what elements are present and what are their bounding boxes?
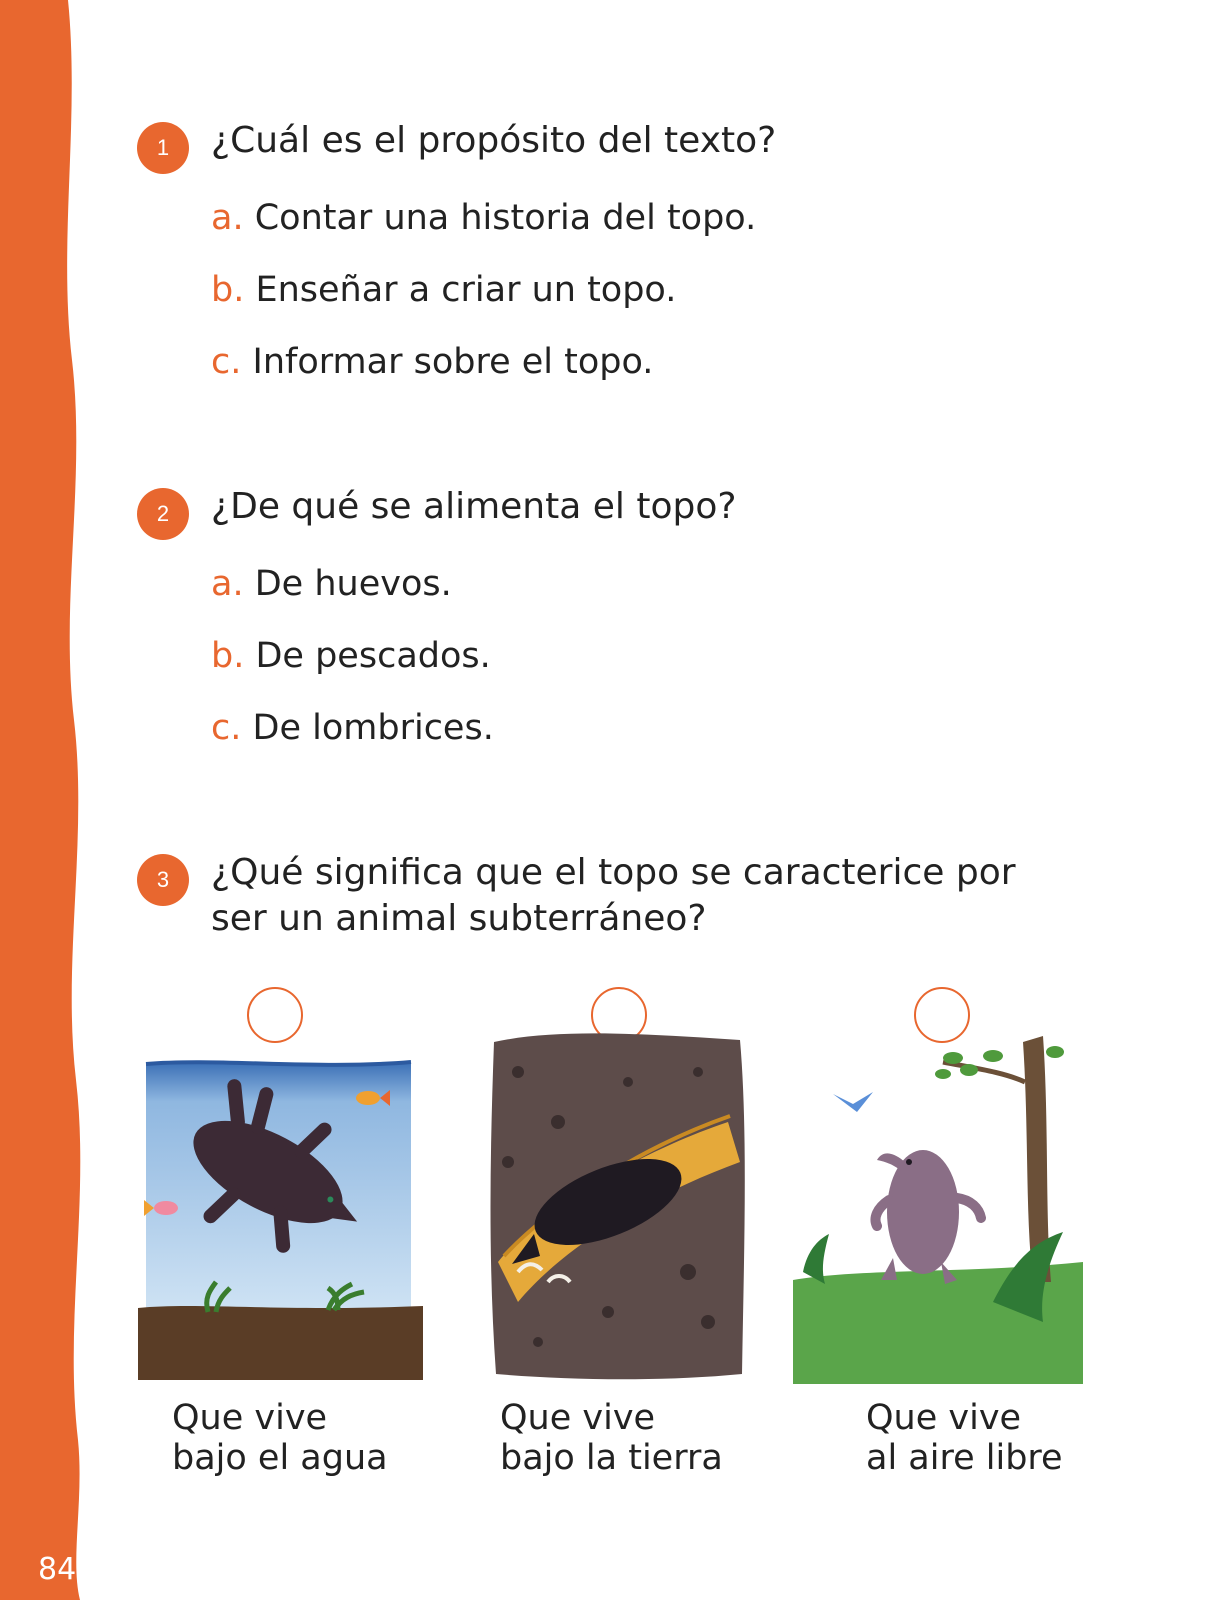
option-text: De huevos. <box>254 564 452 604</box>
option-letter: c. <box>211 342 242 382</box>
question-text: ¿Qué significa que el topo se caracterice por ser un animal subterráneo? <box>211 852 1016 939</box>
caption-line: bajo la tierra <box>500 1438 723 1478</box>
option-letter: a. <box>211 564 244 604</box>
caption-line: al aire libre <box>866 1438 1063 1478</box>
option-text: Enseñar a criar un topo. <box>255 270 677 310</box>
question-text: ¿Cuál es el propósito del texto? <box>211 120 777 161</box>
caption-line: Que vive <box>172 1398 328 1438</box>
option-a[interactable] <box>211 196 756 240</box>
option-text: Informar sobre el topo. <box>252 342 654 382</box>
option-c[interactable] <box>211 706 494 750</box>
option-b[interactable] <box>211 634 491 678</box>
question-number-badge: 1 <box>137 122 189 174</box>
side-band <box>0 0 90 1600</box>
question-number-badge: 2 <box>137 488 189 540</box>
page-number: 84 <box>38 1552 77 1587</box>
option-letter: b. <box>211 636 245 676</box>
option-letter: a. <box>211 198 244 238</box>
caption-line: bajo el agua <box>172 1438 388 1478</box>
answer-caption-1 <box>172 1398 388 1478</box>
question-number-badge: 3 <box>137 854 189 906</box>
question-text: ¿De qué se alimenta el topo? <box>211 486 737 527</box>
option-text: De pescados. <box>255 636 491 676</box>
option-letter: b. <box>211 270 245 310</box>
caption-line: Que vive <box>500 1398 656 1438</box>
caption-line: Que vive <box>866 1398 1022 1438</box>
option-text: De lombrices. <box>252 708 494 748</box>
option-text: Contar una historia del topo. <box>254 198 757 238</box>
mole-outdoors-illustration <box>793 1012 1083 1392</box>
option-letter: c. <box>211 708 242 748</box>
answer-caption-2 <box>500 1398 723 1478</box>
answer-caption-3 <box>866 1398 1063 1478</box>
mole-tunnel-illustration <box>478 1012 758 1392</box>
option-a[interactable] <box>211 562 452 606</box>
mole-underwater-illustration <box>138 1012 423 1392</box>
option-b[interactable] <box>211 268 676 312</box>
option-c[interactable] <box>211 340 653 384</box>
